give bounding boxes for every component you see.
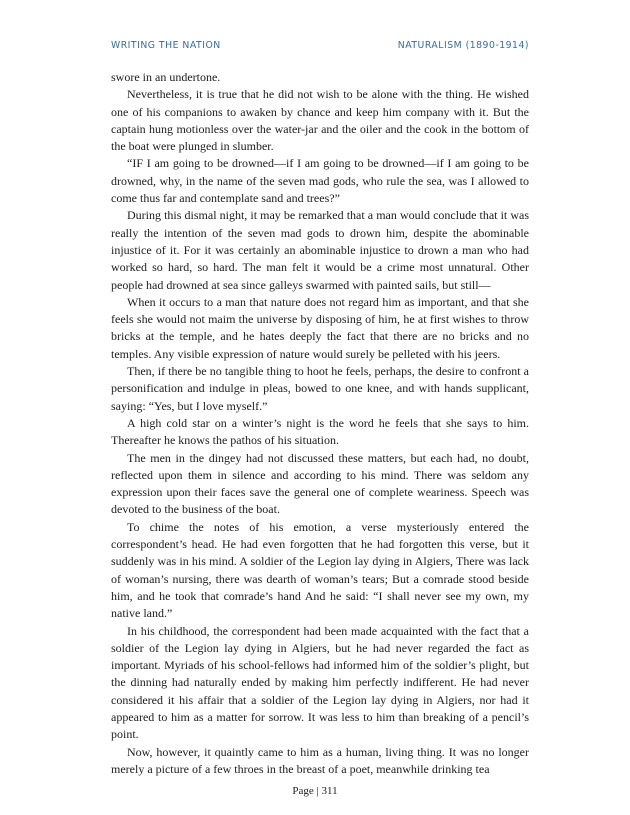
paragraph: During this dismal night, it may be remarked that a man would conclude that it was really the intention of the seven mad gods to drown him, despite the abominable injustice of it. For it was certainly an abominable injustice to drown a man who had worked so hard, so hard. The man felt it would be a crime most unnatural. Other people had drowned at sea since galleys swarmed with painted sails, but still— <box>111 208 529 292</box>
paragraph: The men in the dingey had not discussed these matters, but each had, no doubt, reflected upon them in silence and according to his mind. There was seldom any expression upon their faces save the general one of complete weariness. Speech was devoted to the business of the boat. <box>111 450 529 517</box>
running-header <box>111 40 529 51</box>
paragraph: When it occurs to a man that nature does not regard him as important, and that she feels she would not maim the universe by disposing of him, he at first wishes to throw bricks at the temple, and he hates deeply the fact that there are no bricks and no temples. Any visible expression of nature would surely be pelleted with his jeers. <box>111 294 529 361</box>
paragraph: Nevertheless, it is true that he did not wish to be alone with the thing. He wished one of his companions to awaken by chance and keep him company with it. But the captain hung motionless over the water-jar and the oiler and the cook in the bottom of the boat were plunged in slumber. <box>111 87 529 154</box>
paragraph: Then, if there be no tangible thing to hoot he feels, perhaps, the desire to confront a personification and indulge in pleas, bowed to one knee, and with hands supplicant, saying: “Yes, but I love myself.” <box>111 364 529 413</box>
page-number: Page | 311 <box>292 785 338 797</box>
header-book-title: WRITING THE NATION <box>111 40 221 51</box>
paragraph: swore in an undertone. <box>111 70 221 84</box>
header-chapter-title: NATURALISM (1890-1914) <box>397 40 529 51</box>
paragraph: To chime the notes of his emotion, a verse mysteriously entered the correspondent’s head. He had even forgotten that he had forgotten this verse, but it suddenly was in his mind. A soldier of the Legion lay dying in Algiers, There was lack of woman’s nursing, there was dearth of woman’s tears; But a comrade stood beside him, and he took that comrade’s hand And he said: “I shall never see my own, my native land.” <box>111 519 529 621</box>
paragraph: “IF I am going to be drowned—if I am going to be drowned—if I am going to be drowned, why, in the name of the seven mad gods, who rule the sea, was I allowed to come thus far and contemplate sand and trees?” <box>111 156 529 206</box>
paragraph: A high cold star on a winter’s night is the word he feels that she says to him. Thereafter he knows the pathos of his situation. <box>111 415 529 448</box>
paragraph: In his childhood, the correspondent had been made acquainted with the fact that a soldier of the Legion lay dying in Algiers, but he had never regarded the fact as important. Myriads of his school-fellows had informed him of the soldier’s plight, but the dinning had naturally ended by making him perfectly indifferent. He had never considered it his affair that a soldier of the Legion lay dying in Algiers, nor had it appeared to him as a matter for sorrow. It was less to him than breaking of a pencil’s point. <box>111 623 529 742</box>
paragraph: Now, however, it quaintly came to him as a human, living thing. It was no longer merely a picture of a few throes in the breast of a poet, meanwhile drinking tea <box>111 744 529 776</box>
body-text <box>111 69 529 778</box>
